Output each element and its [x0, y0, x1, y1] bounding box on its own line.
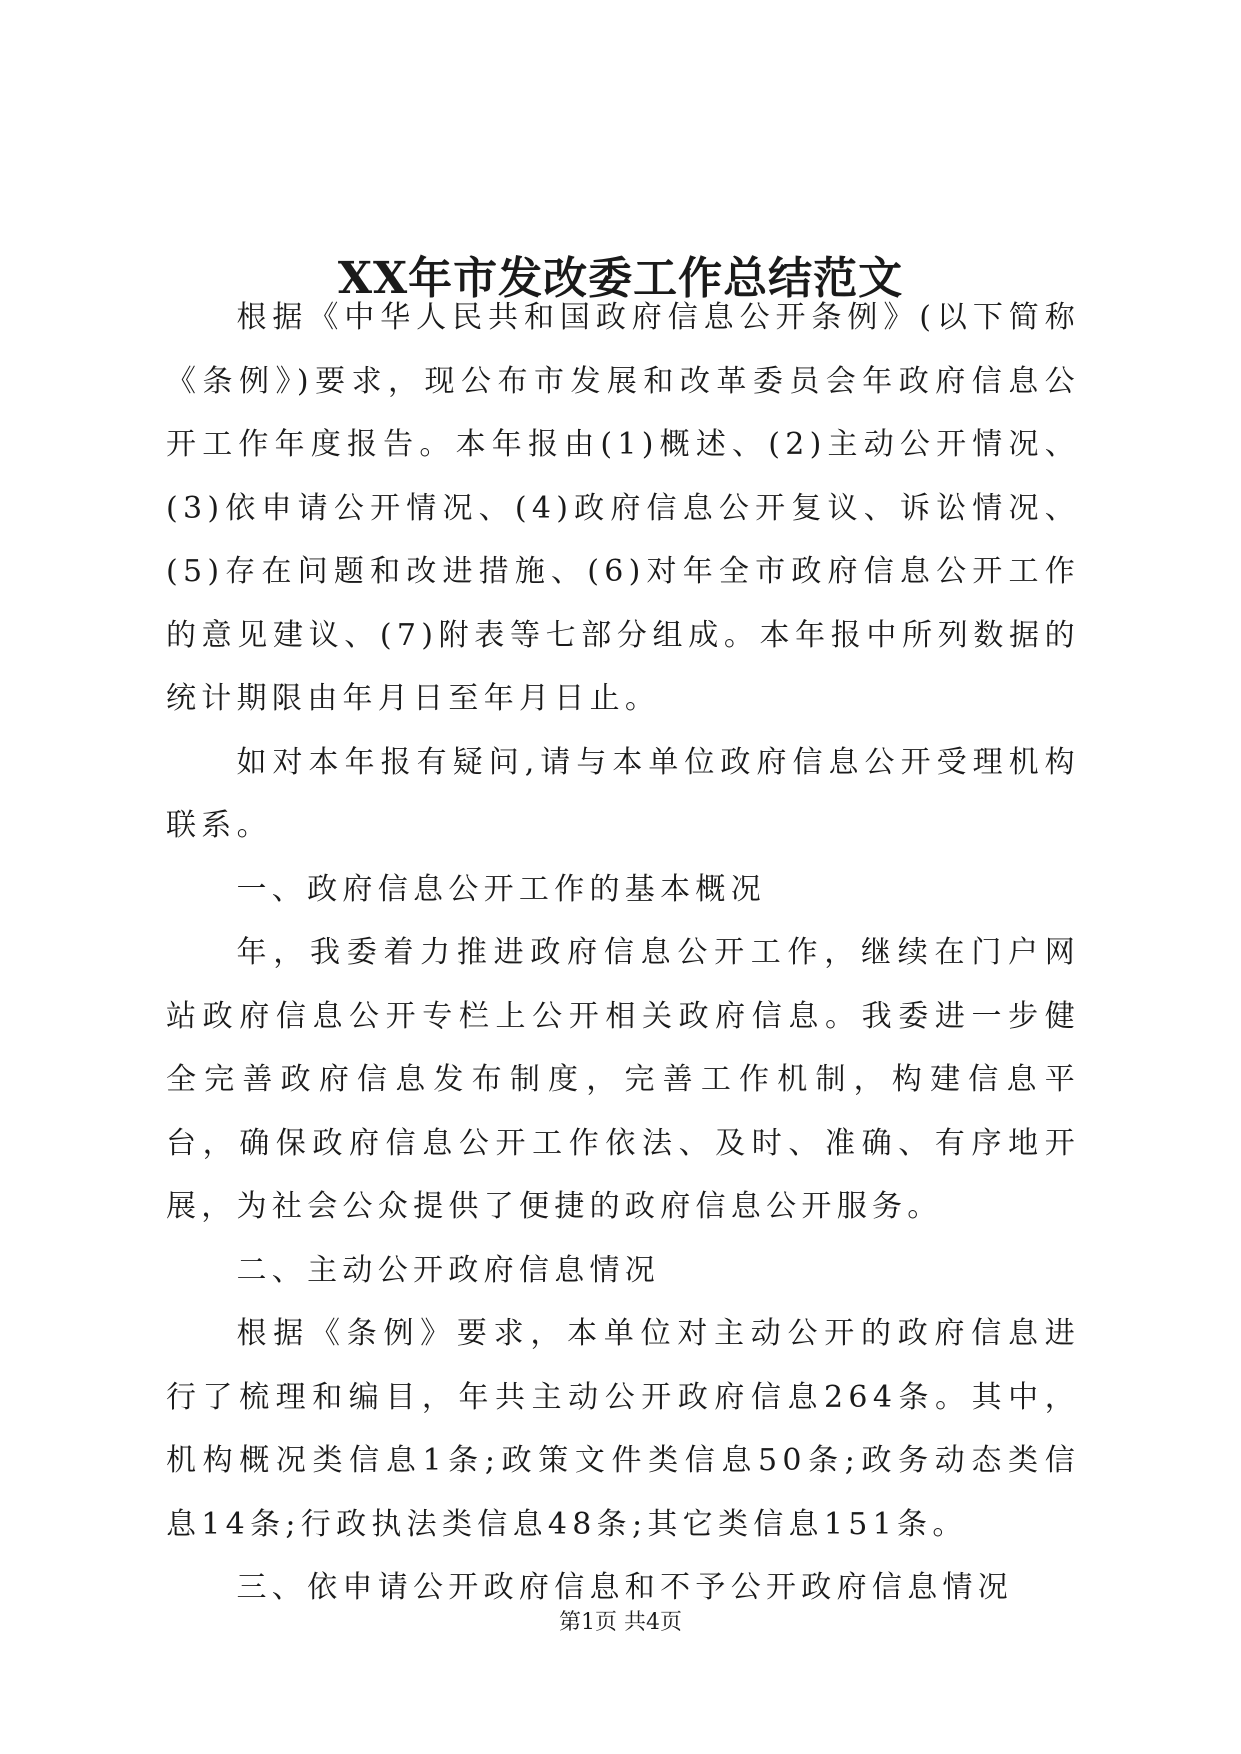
section-heading-2: 二、主动公开政府信息情况: [236, 1252, 661, 1288]
paragraph-active-disclosure: 根据《条例》要求，本单位对主动公开的政府信息进行了梳理和编目，年共主动公开政府信息264条。其中，机构概况类信息1条;政策文件类信息50条;政务动态类信息14条;行政执法类信息48条;其它类信息151条。: [166, 1316, 1080, 1542]
section-heading-1: 一、政府信息公开工作的基本概况: [236, 871, 766, 907]
section-heading-3: 三、依申请公开政府信息和不予公开政府信息情况: [236, 1570, 1014, 1605]
paragraph-overview: 年，我委着力推进政府信息公开工作，继续在门户网站政府信息公开专栏上公开相关政府信息。我委进一步健全完善政府信息发布制度，完善工作机制，构建信息平台，确保政府信息公开工作依法、及时、准确、有序地开展，为社会公众提供了便捷的政府信息公开服务。: [166, 935, 1080, 1224]
document-title: XX年市发改委工作总结范文: [337, 253, 904, 305]
paragraph-intro: 根据《中华人民共和国政府信息公开条例》(以下简称《条例》)要求，现公布市发展和改革委员会年政府信息公开工作年度报告。本年报由(1)概述、(2)主动公开情况、(3)依申请公开情况、(4)政府信息公开复议、诉讼情况、(5)存在问题和改进措施、(6)对年全市政府信息公开工作的意见建议、(7)附表等七部分组成。本年报中所列数据的统计期限由年月日至年月日止。: [166, 300, 1080, 716]
document-body: [166, 286, 1080, 1620]
paragraph-contact: 如对本年报有疑问,请与本单位政府信息公开受理机构联系。: [166, 744, 1080, 843]
page-footer: 第1页 共4页: [559, 1610, 682, 1635]
